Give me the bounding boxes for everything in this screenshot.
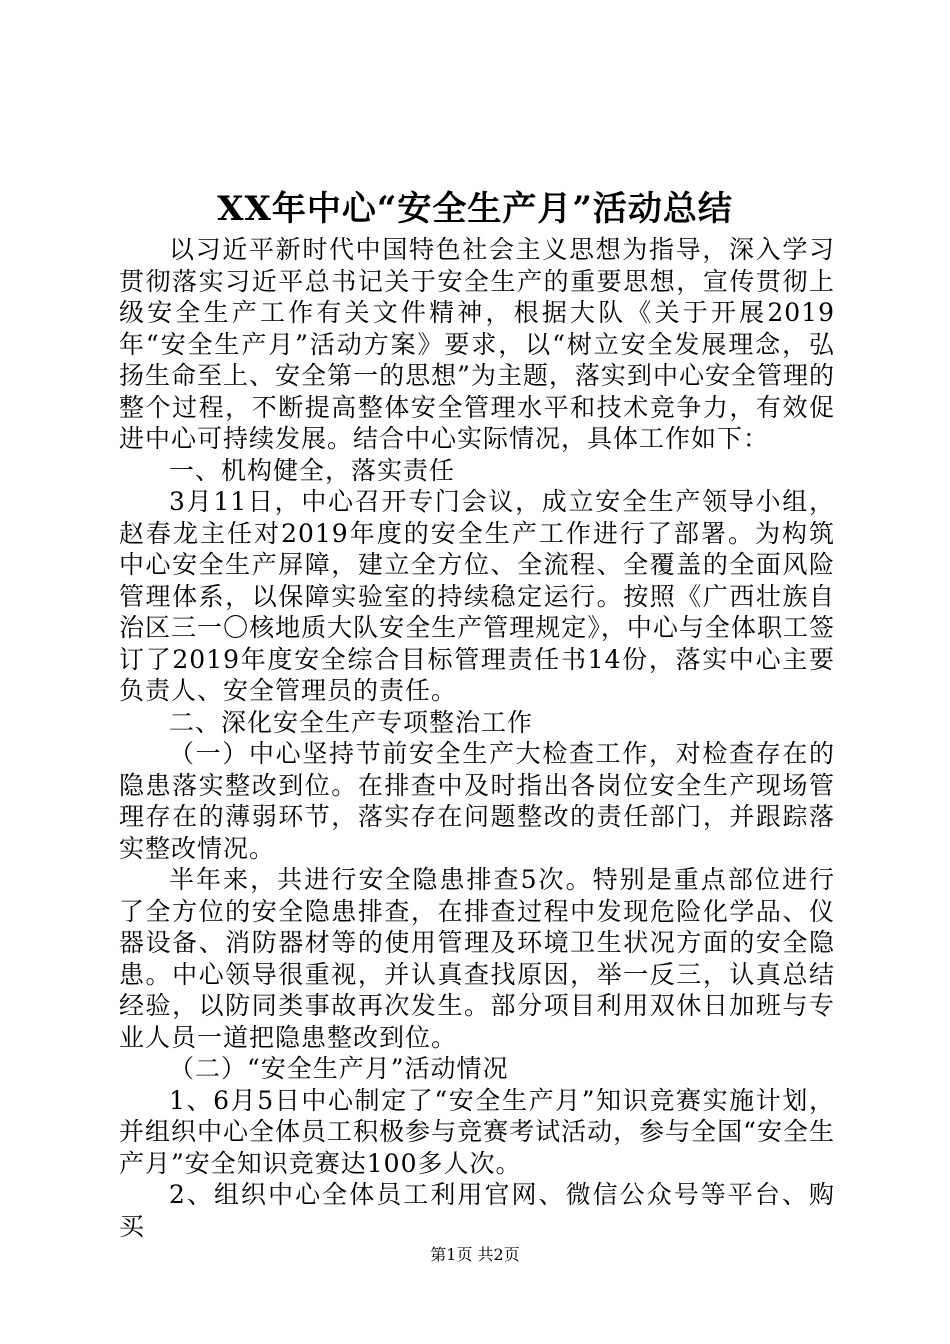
activity-item-2: 2、组织中心全体员工利用官网、微信公众号等平台、购买: [119, 1180, 835, 1241]
activity-item-1: 1、6月5日中心制定了“安全生产月”知识竞赛实施计划，并组织中心全体员工积极参与竞赛考试活动，参与全国“安全生产月”安全知识竞赛达100多人次。: [119, 1085, 835, 1178]
section-heading-1: 一、机构健全，落实责任: [169, 455, 456, 485]
subsection-heading-2: （二）“安全生产月”活动情况: [169, 1054, 509, 1083]
section-1-paragraph: 3月11日，中心召开专门会议，成立安全生产领导小组，赵春龙主任对2019年度的安全生产工作进行了部署。为构筑中心安全生产屏障，建立全方位、全流程、全覆盖的全面风险管理体系，以保障实验室的持续稳定运行。按照《广西壮族自治区三一〇核地质大队安全生产管理规定》，中心与全体职工签订了2019年度安全综合目标管理责任书14份，落实中心主要负责人、安全管理员的责任。: [119, 487, 835, 705]
page-footer: 第1页 共2页: [430, 1245, 520, 1264]
document-body: [119, 234, 835, 1242]
intro-paragraph: 以习近平新时代中国特色社会主义思想为指导，深入学习贯彻落实习近平总书记关于安全生产的重要思想，宣传贯彻上级安全生产工作有关文件精神，根据大队《关于开展2019年“安全生产月”活动方案》要求，以“树立安全发展理念，弘扬生命至上、安全第一的思想”为主题，落实到中心安全管理的整个过程，不断提高整体安全管理水平和技术竞争力，有效促进中心可持续发展。结合中心实际情况，具体工作如下：: [119, 235, 835, 453]
subsection-1-paragraph: （一）中心坚持节前安全生产大检查工作，对检查存在的隐患落实整改到位。在排查中及时指出各岗位安全生产现场管理存在的薄弱环节，落实存在问题整改的责任部门，并跟踪落实整改情况。: [119, 739, 835, 863]
document-title: XX年中心“安全生产月”活动总结: [217, 189, 733, 229]
section-heading-2: 二、深化安全生产专项整治工作: [169, 707, 534, 737]
inspection-paragraph: 半年来，共进行安全隐患排查5次。特别是重点部位进行了全方位的安全隐患排查，在排查过程中发现危险化学品、仪器设备、消防器材等的使用管理及环境卫生状况方面的安全隐患。中心领导很重视，并认真查找原因，举一反三，认真总结经验，以防同类事故再次发生。部分项目利用双休日加班与专业人员一道把隐患整改到位。: [119, 865, 835, 1052]
